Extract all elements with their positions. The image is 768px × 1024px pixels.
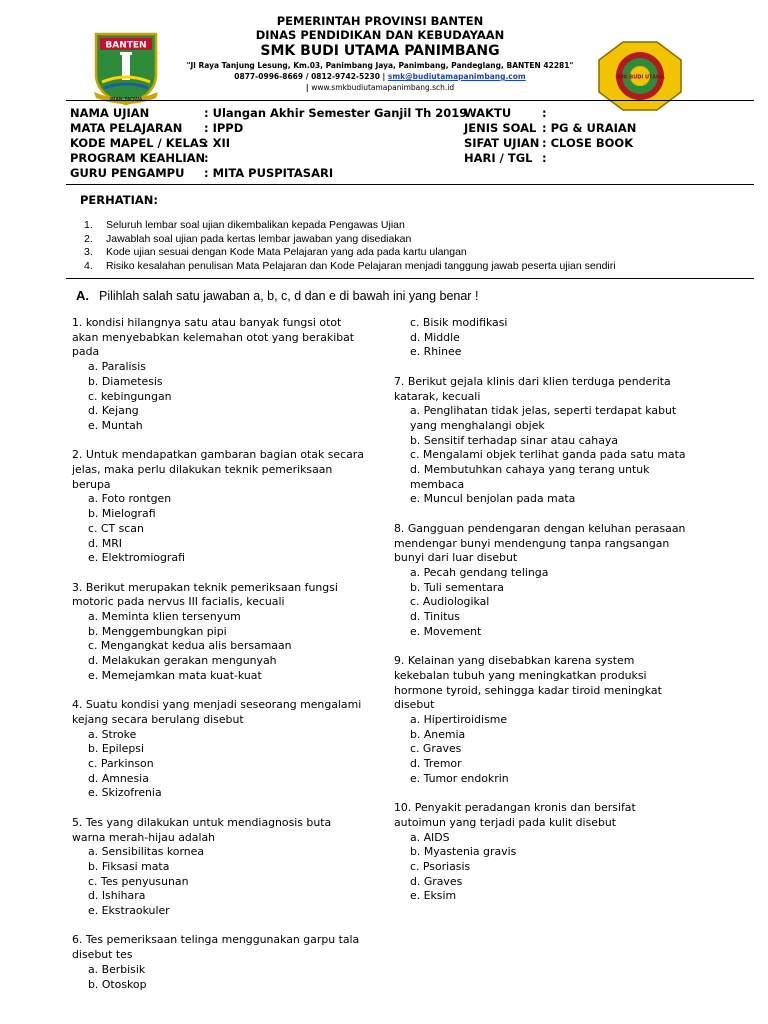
rule-item (84, 246, 616, 260)
rule-text: Seluruh lembar soal ujian dikembalikan kepada Pengawas Ujian (106, 219, 405, 231)
school-website: www.smkbudiutamapanimbang.sch.id (311, 83, 455, 92)
question-7 (394, 375, 714, 507)
answer-option: a. Hipertiroidisme (410, 712, 508, 726)
question-3 (72, 581, 392, 684)
header-divider (66, 100, 754, 101)
questions-right-column (394, 316, 714, 919)
answer-option: d. MRI (88, 536, 123, 550)
answer-option: c. Audiologikal (410, 595, 490, 609)
letterhead-text (170, 14, 590, 93)
waktu-label: WAKTU (464, 106, 512, 120)
school-phone: 0877-0996-8669 / 0812-9742-5230 | (234, 72, 388, 81)
answer-option: a. Sensibilitas kornea (88, 845, 205, 859)
kode-label: KODE MAPEL / KELAS (70, 136, 208, 150)
answer-option: d. Kejang (88, 404, 139, 418)
question-10 (394, 801, 714, 904)
jenis-value: : PG & URAIAN (542, 121, 637, 135)
guru-value: : MITA PUSPITASARI (204, 166, 334, 180)
rule-number: 3. (84, 246, 93, 258)
rule-number: 4. (84, 259, 93, 272)
answer-option: a. Paralisis (88, 360, 146, 374)
question-text: jelas, maka perlu dilakukan teknik pemeriksaan (72, 463, 333, 477)
letterhead (0, 12, 768, 102)
answer-option: d. Middle (410, 330, 460, 344)
answer-option: b. Otoskop (88, 977, 147, 991)
question-5 (72, 816, 392, 919)
question-text: 2. Untuk mendapatkan gambaran bagian otak secara (72, 448, 364, 462)
answer-option: a. Penglihatan tidak jelas, seperti terdapat kabut (410, 404, 677, 418)
school-name: SMK BUDI UTAMA PANIMBANG (260, 43, 500, 59)
nama-ujian-label: NAMA UJIAN (70, 106, 150, 120)
sifat-label: SIFAT UJIAN (464, 136, 540, 150)
answer-option: c. Mengalami objek terlihat ganda pada satu mata (410, 448, 686, 462)
question-text: 9. Kelainan yang disebabkan karena system (394, 654, 635, 668)
school-email-link[interactable]: smk@budiutamapanimbang.com (387, 72, 526, 81)
question-text: berupa (72, 477, 111, 491)
question-text: 4. Suatu kondisi yang menjadi seseorang mengalami (72, 698, 362, 712)
question-text: kejang secara berulang disebut (72, 712, 244, 726)
question-2 (72, 448, 392, 566)
answer-option: d. Tinitus (410, 610, 460, 624)
answer-option: c. Mengangkat kedua alis bersamaan (88, 639, 292, 653)
department-name: DINAS PENDIDIKAN DAN KEBUDAYAAN (255, 28, 505, 42)
school-contacts (170, 71, 590, 82)
question-text: akan menyebabkan kelemahan otot yang berakibat (72, 330, 355, 344)
answer-option: d. Ishihara (88, 889, 146, 903)
hari-value: : (542, 151, 547, 165)
answer-option: e. Ekstraokuler (88, 904, 170, 918)
answer-option: b. Tuli sementara (410, 580, 504, 594)
rule-item (84, 260, 616, 274)
question-text: 1. kondisi hilangnya satu atau banyak fungsi otot (72, 316, 342, 329)
answer-option: e. Memejamkan mata kuat-kuat (88, 668, 262, 682)
answer-option: c. Psoriasis (410, 859, 471, 873)
question-4 (72, 698, 392, 801)
answer-option: c. Graves (410, 742, 462, 756)
government-name: PEMERINTAH PROVINSI BANTEN (276, 14, 484, 28)
answer-option: a. Pecah gendang telinga (410, 565, 549, 579)
answer-option: e. Eksim (410, 889, 457, 903)
question-8 (394, 522, 714, 640)
answer-option-continued: membaca (410, 477, 465, 491)
question-text: disebut (394, 698, 435, 712)
waktu-value: : (542, 106, 547, 120)
rule-item (84, 219, 616, 233)
question-text: mendengar bunyi mendengung tanpa rangsangan (394, 536, 670, 550)
question-text: disebut tes (72, 948, 133, 962)
info-divider (66, 184, 754, 185)
question-text: 8. Gangguan pendengaran dengan keluhan perasaan (394, 521, 686, 535)
answer-option: b. Anemia (410, 727, 466, 741)
question-text: 3. Berikut merupakan teknik pemeriksaan fungsi (72, 580, 338, 594)
answer-option: c. Parkinson (88, 757, 154, 771)
question-text: 5. Tes yang dilakukan untuk mendiagnosis buta (72, 815, 332, 829)
section-instruction (76, 288, 478, 303)
program-label: PROGRAM KEAHLIAN (70, 151, 206, 165)
hari-label: HARI / TGL (464, 151, 533, 165)
question-text: motoric pada nervus III facialis, kecuali (72, 595, 285, 609)
question-text: 7. Berikut gejala klinis dari klien terduga penderita (394, 374, 671, 388)
answer-option: a. Foto rontgen (88, 492, 172, 506)
perhatian-title: PERHATIAN: (80, 193, 159, 207)
school-address: "Jl Raya Tanjung Lesung, Km.03, Panimbang Jaya, Panimbang, Pandeglang, BANTEN 42281" (186, 61, 574, 70)
answer-option: e. Muncul benjolan pada mata (410, 492, 576, 506)
section-letter: A. (76, 288, 89, 303)
rule-number: 2. (84, 232, 93, 245)
answer-option: d. Membutuhkan cahaya yang terang untuk (410, 463, 650, 477)
answer-option: b. Epilepsi (88, 742, 144, 756)
answer-option: c. Bisik modifikasi (410, 316, 508, 329)
question-text: 10. Penyakit peradangan kronis dan bersifat (394, 801, 636, 815)
answer-option: b. Diametesis (88, 374, 163, 388)
answer-option: e. Movement (410, 624, 482, 638)
logo-right-text: SMK BUDI UTAMA (615, 74, 665, 81)
answer-option: e. Skizofrenia (88, 786, 162, 800)
mapel-value: : IPPD (204, 121, 244, 135)
answer-option: a. Meminta klien tersenyum (88, 610, 241, 624)
answer-option: d. Melakukan gerakan mengunyah (88, 654, 277, 668)
question-text: katarak, kecuali (394, 389, 481, 403)
question-6-continued (394, 316, 714, 360)
question-text: pada (72, 345, 100, 359)
sifat-value: : CLOSE BOOK (542, 136, 634, 150)
question-1 (72, 316, 392, 434)
answer-option: c. Tes penyusunan (88, 874, 189, 888)
question-text: autoimun yang terjadi pada kulit disebut (394, 815, 617, 829)
answer-option: d. Graves (410, 874, 463, 888)
answer-option: c. CT scan (88, 521, 144, 535)
answer-option: c. kebingungan (88, 389, 172, 403)
website-prefix: | (305, 83, 312, 92)
jenis-label: JENIS SOAL (464, 121, 537, 135)
guru-label: GURU PENGAMPU (70, 166, 185, 180)
answer-option: a. AIDS (410, 830, 450, 844)
rule-text: Kode ujian sesuai dengan Kode Mata Pelajaran yang ada pada kartu ulangan (106, 246, 467, 258)
answer-option: b. Myastenia gravis (410, 845, 517, 859)
perhatian-divider (66, 278, 754, 279)
program-value: : (204, 151, 209, 165)
answer-option: b. Fiksasi mata (88, 859, 170, 873)
question-6 (72, 933, 392, 992)
school-logo (597, 40, 683, 112)
question-text: hormone tyroid, sehingga kadar tiroid meningkat (394, 683, 662, 697)
answer-option: e. Elektromiografi (88, 551, 185, 565)
nama-ujian-value: : Ulangan Akhir Semester Ganjil Th 2019 (204, 106, 468, 120)
answer-option: d. Tremor (410, 757, 462, 771)
answer-option-continued: yang menghalangi objek (410, 418, 545, 432)
rule-text: Jawablah soal ujian pada kertas lembar jawaban yang disediakan (106, 232, 412, 245)
question-text: bunyi dari luar disebut (394, 551, 518, 565)
question-9 (394, 654, 714, 786)
school-website-line (170, 82, 590, 93)
mapel-label: MATA PELAJARAN (70, 121, 183, 135)
answer-option: e. Tumor endokrin (410, 771, 509, 785)
logo-left-title: BANTEN (105, 40, 147, 51)
answer-option: e. Muntah (88, 418, 143, 432)
rules-list (84, 219, 616, 273)
kode-value: : XII (204, 136, 231, 150)
questions-left-column (72, 316, 392, 1007)
answer-option: a. Stroke (88, 727, 137, 741)
rule-item (84, 233, 616, 247)
answer-option: e. Rhinee (410, 345, 462, 359)
rule-number: 1. (84, 219, 93, 231)
answer-option: a. Berbisik (88, 962, 146, 976)
banten-crest-logo (88, 30, 164, 106)
answer-option: b. Menggembungkan pipi (88, 624, 227, 638)
answer-option: b. Mielografi (88, 507, 156, 521)
question-text: warna merah-hijau adalah (72, 830, 216, 844)
logo-left-ribbon: IMAN TAQWA (109, 97, 143, 103)
rule-text: Risiko kesalahan penulisan Mata Pelajaran dan Kode Pelajaran menjadi tanggung jawab peserta ujian sendiri (106, 259, 616, 272)
instruction-text: Pilihlah salah satu jawaban a, b, c, d dan e di bawah ini yang benar ! (99, 289, 479, 303)
answer-option: b. Sensitif terhadap sinar atau cahaya (410, 433, 618, 447)
question-text: kekebalan tubuh yang meningkatkan produksi (394, 668, 647, 682)
answer-option: d. Amnesia (88, 771, 149, 785)
question-text: 6. Tes pemeriksaan telinga menggunakan garpu tala (72, 933, 360, 947)
